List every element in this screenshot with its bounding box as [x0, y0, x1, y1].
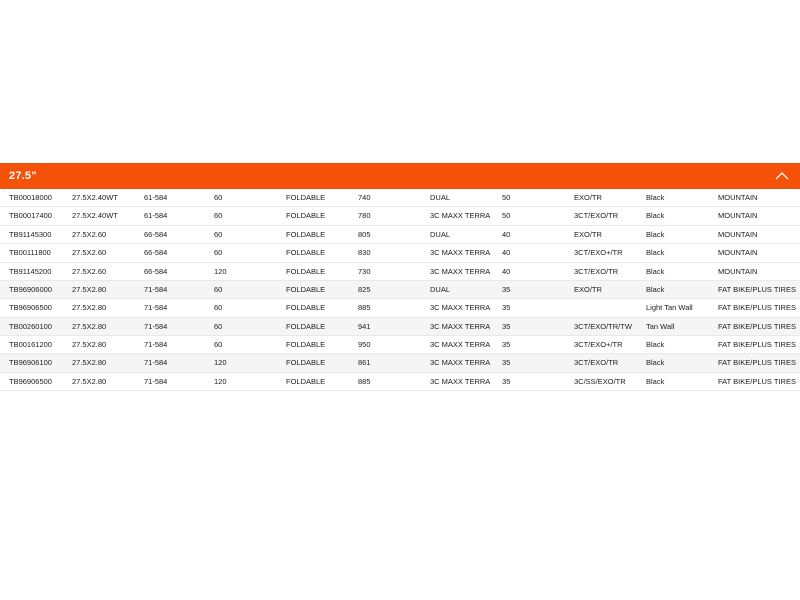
- cell-color: Black: [646, 336, 718, 354]
- cell-etrto: 66-584: [144, 244, 214, 262]
- table-row: [0, 225, 800, 243]
- cell-psi: 35: [502, 354, 574, 372]
- cell-psi: 35: [502, 372, 574, 390]
- cell-weight: 885: [358, 299, 430, 317]
- cell-code: TB00111800: [0, 244, 72, 262]
- cell-bead: FOLDABLE: [286, 299, 358, 317]
- cell-compound: 3C MAXX TERRA: [430, 262, 502, 280]
- cell-category: FAT BIKE/PLUS TIRES: [718, 299, 800, 317]
- cell-weight: 805: [358, 225, 430, 243]
- cell-category: MOUNTAIN: [718, 189, 800, 207]
- cell-size: 27.5X2.80: [72, 336, 144, 354]
- cell-size: 27.5X2.60: [72, 262, 144, 280]
- cell-weight: 730: [358, 262, 430, 280]
- cell-psi: 35: [502, 336, 574, 354]
- cell-tpi: 60: [214, 299, 286, 317]
- cell-tpi: 60: [214, 280, 286, 298]
- cell-code: TB00161200: [0, 336, 72, 354]
- cell-code: TB00260100: [0, 317, 72, 335]
- cell-psi: 40: [502, 225, 574, 243]
- table-row: [0, 372, 800, 390]
- cell-tpi: 60: [214, 317, 286, 335]
- cell-compound: 3C MAXX TERRA: [430, 207, 502, 225]
- section-title: 27.5": [9, 170, 37, 182]
- cell-compound: 3C MAXX TERRA: [430, 354, 502, 372]
- cell-casing: 3CT/EXO/TR: [574, 262, 646, 280]
- table-row: [0, 299, 800, 317]
- cell-etrto: 71-584: [144, 299, 214, 317]
- cell-casing: EXO/TR: [574, 280, 646, 298]
- cell-etrto: 71-584: [144, 372, 214, 390]
- cell-bead: FOLDABLE: [286, 336, 358, 354]
- cell-color: Black: [646, 244, 718, 262]
- table-row: [0, 262, 800, 280]
- cell-size: 27.5X2.80: [72, 372, 144, 390]
- cell-code: TB96906500: [0, 299, 72, 317]
- cell-bead: FOLDABLE: [286, 189, 358, 207]
- cell-code: TB91145200: [0, 262, 72, 280]
- cell-weight: 780: [358, 207, 430, 225]
- cell-size: 27.5X2.80: [72, 317, 144, 335]
- cell-code: TB91145300: [0, 225, 72, 243]
- cell-color: Black: [646, 225, 718, 243]
- cell-color: Black: [646, 189, 718, 207]
- spec-table: [0, 189, 800, 391]
- cell-category: MOUNTAIN: [718, 207, 800, 225]
- cell-compound: DUAL: [430, 280, 502, 298]
- cell-etrto: 71-584: [144, 336, 214, 354]
- cell-color: Black: [646, 207, 718, 225]
- cell-compound: 3C MAXX TERRA: [430, 244, 502, 262]
- cell-size: 27.5X2.80: [72, 299, 144, 317]
- cell-color: Light Tan Wall: [646, 299, 718, 317]
- cell-compound: DUAL: [430, 225, 502, 243]
- cell-bead: FOLDABLE: [286, 280, 358, 298]
- cell-tpi: 120: [214, 262, 286, 280]
- cell-code: TB96906500: [0, 372, 72, 390]
- cell-compound: 3C MAXX TERRA: [430, 336, 502, 354]
- cell-code: TB00018000: [0, 189, 72, 207]
- cell-tpi: 60: [214, 207, 286, 225]
- cell-tpi: 60: [214, 244, 286, 262]
- cell-bead: FOLDABLE: [286, 317, 358, 335]
- cell-bead: FOLDABLE: [286, 244, 358, 262]
- cell-category: MOUNTAIN: [718, 244, 800, 262]
- cell-size: 27.5X2.60: [72, 225, 144, 243]
- cell-category: FAT BIKE/PLUS TIRES: [718, 336, 800, 354]
- cell-casing: [574, 299, 646, 317]
- cell-bead: FOLDABLE: [286, 207, 358, 225]
- cell-psi: 40: [502, 262, 574, 280]
- cell-tpi: 60: [214, 225, 286, 243]
- cell-color: Black: [646, 262, 718, 280]
- cell-psi: 50: [502, 207, 574, 225]
- table-row: [0, 189, 800, 207]
- cell-category: FAT BIKE/PLUS TIRES: [718, 317, 800, 335]
- cell-psi: 35: [502, 299, 574, 317]
- cell-category: FAT BIKE/PLUS TIRES: [718, 372, 800, 390]
- cell-etrto: 71-584: [144, 317, 214, 335]
- cell-color: Black: [646, 372, 718, 390]
- cell-size: 27.5X2.40WT: [72, 189, 144, 207]
- cell-psi: 35: [502, 280, 574, 298]
- cell-code: TB00017400: [0, 207, 72, 225]
- table-row: [0, 244, 800, 262]
- cell-etrto: 71-584: [144, 354, 214, 372]
- cell-tpi: 120: [214, 354, 286, 372]
- cell-code: TB96906000: [0, 280, 72, 298]
- cell-size: 27.5X2.40WT: [72, 207, 144, 225]
- spec-section: [0, 163, 800, 391]
- cell-casing: 3CT/EXO+/TR: [574, 336, 646, 354]
- cell-casing: 3CT/EXO/TR: [574, 207, 646, 225]
- cell-bead: FOLDABLE: [286, 225, 358, 243]
- cell-casing: 3CT/EXO/TR/TW: [574, 317, 646, 335]
- cell-etrto: 66-584: [144, 225, 214, 243]
- cell-bead: FOLDABLE: [286, 372, 358, 390]
- cell-weight: 950: [358, 336, 430, 354]
- cell-size: 27.5X2.80: [72, 280, 144, 298]
- cell-bead: FOLDABLE: [286, 262, 358, 280]
- cell-weight: 885: [358, 372, 430, 390]
- cell-color: Black: [646, 354, 718, 372]
- cell-weight: 861: [358, 354, 430, 372]
- table-row: [0, 354, 800, 372]
- cell-category: FAT BIKE/PLUS TIRES: [718, 280, 800, 298]
- section-header-27-5[interactable]: [0, 163, 800, 189]
- cell-casing: 3CT/EXO/TR: [574, 354, 646, 372]
- cell-size: 27.5X2.80: [72, 354, 144, 372]
- cell-code: TB96906100: [0, 354, 72, 372]
- cell-weight: 830: [358, 244, 430, 262]
- cell-compound: 3C MAXX TERRA: [430, 317, 502, 335]
- cell-color: Tan Wall: [646, 317, 718, 335]
- table-row: [0, 280, 800, 298]
- spec-table-body: [0, 189, 800, 391]
- cell-etrto: 71-584: [144, 280, 214, 298]
- cell-casing: EXO/TR: [574, 189, 646, 207]
- cell-weight: 825: [358, 280, 430, 298]
- cell-tpi: 120: [214, 372, 286, 390]
- cell-casing: EXO/TR: [574, 225, 646, 243]
- chevron-up-icon[interactable]: [774, 168, 790, 184]
- cell-weight: 740: [358, 189, 430, 207]
- table-row: [0, 207, 800, 225]
- cell-size: 27.5X2.60: [72, 244, 144, 262]
- cell-compound: 3C MAXX TERRA: [430, 299, 502, 317]
- cell-weight: 941: [358, 317, 430, 335]
- table-row: [0, 336, 800, 354]
- cell-compound: DUAL: [430, 189, 502, 207]
- cell-color: Black: [646, 280, 718, 298]
- table-row: [0, 317, 800, 335]
- cell-bead: FOLDABLE: [286, 354, 358, 372]
- cell-psi: 35: [502, 317, 574, 335]
- cell-psi: 40: [502, 244, 574, 262]
- cell-casing: 3C/SS/EXO/TR: [574, 372, 646, 390]
- cell-psi: 50: [502, 189, 574, 207]
- cell-compound: 3C MAXX TERRA: [430, 372, 502, 390]
- cell-casing: 3CT/EXO+/TR: [574, 244, 646, 262]
- cell-etrto: 61-584: [144, 207, 214, 225]
- cell-category: MOUNTAIN: [718, 225, 800, 243]
- cell-etrto: 61-584: [144, 189, 214, 207]
- cell-category: MOUNTAIN: [718, 262, 800, 280]
- cell-category: FAT BIKE/PLUS TIRES: [718, 354, 800, 372]
- cell-tpi: 60: [214, 189, 286, 207]
- cell-tpi: 60: [214, 336, 286, 354]
- cell-etrto: 66-584: [144, 262, 214, 280]
